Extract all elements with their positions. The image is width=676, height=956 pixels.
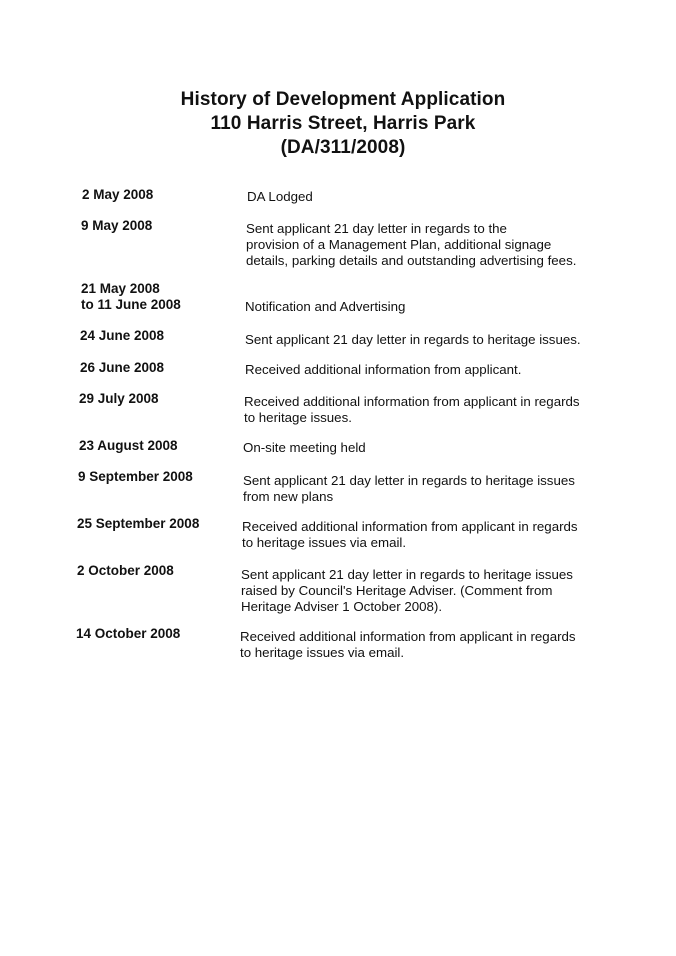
entry-date: 24 June 2008	[80, 328, 165, 343]
entry-description: On-site meeting held	[243, 440, 366, 455]
entry-description: Received additional information from applicant.	[245, 362, 522, 377]
entry-description: Notification and Advertising	[245, 299, 406, 314]
entry-description: Sent applicant 21 day letter in regards to heritage issues raised by Council's Heritage Adviser. (Comment from Heritage Adviser 1 October 2008).	[241, 567, 573, 614]
entry-date: 23 August 2008	[79, 438, 178, 453]
entry-date: 14 October 2008	[76, 626, 181, 641]
entry-description: Received additional information from applicant in regards to heritage issues via email.	[242, 519, 578, 550]
document-title	[0, 88, 676, 160]
entry-description: Sent applicant 21 day letter in regards to heritage issues from new plans	[243, 473, 575, 504]
entry-description: Received additional information from applicant in regards to heritage issues.	[244, 394, 580, 425]
title-line-2: 110 Harris Street, Harris Park	[210, 113, 476, 134]
entry-date: 2 October 2008	[77, 563, 174, 578]
entry-date: 29 July 2008	[79, 391, 159, 406]
entry-date: 21 May 2008 to 11 June 2008	[81, 281, 181, 312]
entry-date: 26 June 2008	[80, 360, 165, 375]
entry-date: 2 May 2008	[82, 187, 154, 202]
entry-date: 25 September 2008	[77, 516, 200, 531]
entry-description: DA Lodged	[247, 189, 313, 204]
title-line-3: (DA/311/2008)	[280, 137, 406, 158]
entry-date: 9 May 2008	[81, 218, 153, 233]
title-line-1: History of Development Application	[180, 89, 506, 110]
entry-description: Received additional information from applicant in regards to heritage issues via email.	[240, 629, 576, 660]
entry-date: 9 September 2008	[78, 469, 193, 484]
entry-description: Sent applicant 21 day letter in regards to heritage issues.	[245, 332, 581, 347]
entry-description: Sent applicant 21 day letter in regards to the provision of a Management Plan, additional signage details, parking details and outstanding advertising fees.	[246, 221, 577, 268]
